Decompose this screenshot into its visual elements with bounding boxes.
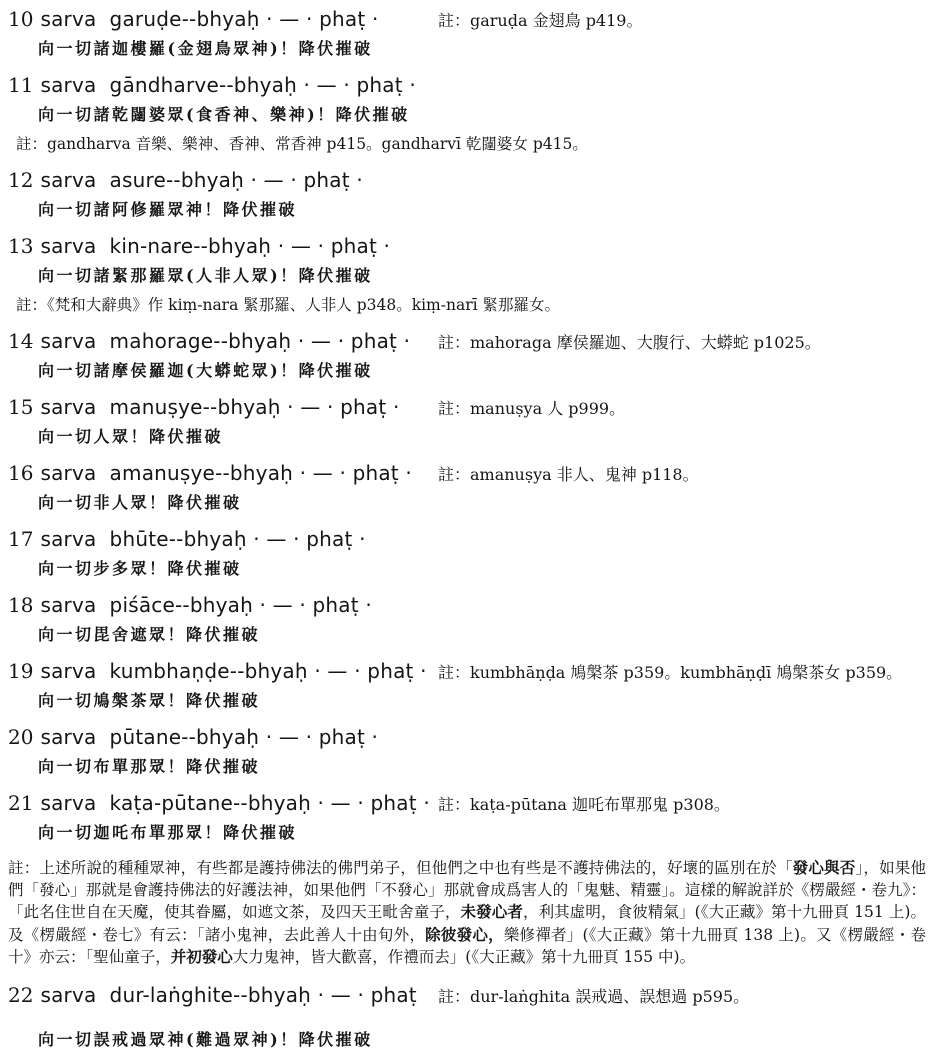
mantra-left	[8, 527, 438, 551]
side-note: 註：kumbhāṇḍa 鳩槃茶 p359。kumbhāṇḍī 鳩槃茶女 p359。	[438, 663, 903, 682]
footnote-segment: 樂修禪者」(《大正藏》第十九冊頁 138 上)。又《楞嚴經・卷十》亦云：「聖仙童子，	[8, 925, 926, 966]
mantra-left	[8, 329, 438, 353]
entry-20	[8, 725, 928, 777]
translation: 向一切毘舍遮眾！降伏摧破	[38, 625, 261, 644]
translation: 向一切諸迦樓羅(金翅鳥眾神)！降伏摧破	[38, 39, 373, 58]
mantra-left	[8, 791, 438, 815]
mantra-text: sarva bhūte--bhyaḥ · — · phaṭ ·	[40, 527, 366, 551]
entry-number: 13	[8, 234, 34, 258]
mantra-text: sarva amanuṣye--bhyaḥ · — · phaṭ ·	[40, 461, 412, 485]
entry-21	[8, 791, 928, 843]
mantra-left	[8, 461, 438, 485]
entries	[8, 7, 928, 1050]
side-note: 註：kaṭa-pūtana 迦吒布單那鬼 p308。	[438, 795, 730, 814]
side-note: 註：amanuṣya 非人、鬼神 p118。	[438, 465, 699, 484]
footnote-segment: 未發心者	[460, 902, 523, 921]
entry-number: 22	[8, 982, 34, 1007]
mantra-text: sarva kin-nare--bhyaḥ · — · phaṭ ·	[40, 234, 391, 258]
note-line: 註：《梵和大辭典》作 kiṃ-nara 緊那羅、人非人 p348。kiṃ-narī 緊那羅女。	[16, 296, 561, 314]
translation: 向一切誤戒過眾神(難過眾神)！降伏摧破	[38, 1029, 373, 1049]
mantra-line	[8, 983, 928, 1007]
note-line: 註：gandharva 音樂、樂神、香神、常香神 p415。gandharvī 乾闥婆女 p415。	[16, 135, 588, 153]
mantra-line	[8, 234, 928, 258]
mantra-text: sarva pūtane--bhyaḥ · — · phaṭ ·	[40, 725, 379, 749]
side-note: 註：dur-laṅghita 誤戒過、誤想過 p595。	[438, 986, 750, 1006]
footnote-segment: 」，如果他們「發心」那就是會護持佛法的好護法神，如果他們「不發心」那就會成爲害人的「鬼魅、精靈」。這樣的解說詳於《楞嚴經・卷九》：「此名住世自在天魔，使其眷屬，如遮文茶，及四天王毗舍童子，	[8, 859, 926, 921]
translation: 向一切諸阿修羅眾神！降伏摧破	[38, 200, 298, 219]
entry-13	[8, 234, 928, 315]
translation: 向一切諸乾闥婆眾(食香神、樂神)！降伏摧破	[38, 105, 410, 124]
footnote-segment: 大力鬼神，皆大歡喜，作禮而去」(《大正藏》第十九冊頁 155 中)。	[232, 948, 696, 966]
mantra-line	[8, 168, 928, 192]
mantra-left	[8, 395, 438, 419]
mantra-text: sarva asure--bhyaḥ · — · phaṭ ·	[40, 168, 363, 192]
translation: 向一切迦吒布單那眾！降伏摧破	[38, 823, 298, 842]
mantra-left	[8, 234, 438, 258]
entry-22	[8, 983, 928, 1050]
mantra-left	[8, 983, 438, 1007]
entry-14	[8, 329, 928, 381]
mantra-left	[8, 725, 438, 749]
side-note: 註：mahoraga 摩侯羅迦、大腹行、大蟒蛇 p1025。	[438, 333, 821, 352]
footnote-segment: 除彼發心，	[425, 924, 504, 944]
mantra-left	[8, 73, 438, 97]
entry-12	[8, 168, 928, 220]
side-note: 註：manuṣya 人 p999。	[438, 399, 626, 418]
mantra-text: sarva mahorage--bhyaḥ · — · phaṭ ·	[40, 329, 411, 353]
mantra-left	[8, 659, 438, 683]
entry-10	[8, 7, 928, 59]
mantra-text: sarva dur-laṅghite--bhyaḥ · — · phaṭ	[40, 982, 417, 1007]
mantra-text: sarva piśāce--bhyaḥ · — · phaṭ ·	[40, 593, 372, 617]
entry-16	[8, 461, 928, 513]
mantra-line	[8, 73, 928, 97]
entry-number: 15	[8, 395, 34, 419]
entry-number: 16	[8, 461, 34, 485]
translation: 向一切非人眾！降伏摧破	[38, 493, 242, 512]
mantra-line	[8, 329, 928, 353]
side-note: 註：garuḍa 金翅鳥 p419。	[438, 11, 643, 30]
mantra-text: sarva kumbhaṇḍe--bhyaḥ · — · phaṭ ·	[40, 659, 427, 683]
entry-number: 12	[8, 168, 34, 192]
footnote-segment: 并初發心	[170, 947, 233, 966]
entry-17	[8, 527, 928, 579]
mantra-line	[8, 725, 928, 749]
mantra-line	[8, 593, 928, 617]
translation: 向一切人眾！降伏摧破	[38, 427, 224, 446]
entry-number: 19	[8, 659, 34, 683]
footnote-paragraph	[8, 857, 926, 969]
translation: 向一切諸緊那羅眾(人非人眾)！降伏摧破	[38, 266, 373, 285]
mantra-text: sarva manuṣye--bhyaḥ · — · phaṭ ·	[40, 395, 400, 419]
entry-number: 10	[8, 7, 34, 31]
mantra-left	[8, 168, 438, 192]
mantra-text: sarva gāndharve--bhyaḥ · — · phaṭ ·	[40, 73, 416, 97]
mantra-line	[8, 7, 928, 31]
entry-11	[8, 73, 928, 154]
entry-number: 14	[8, 329, 34, 353]
mantra-text: sarva kaṭa-pūtane--bhyaḥ · — · phaṭ ·	[40, 791, 430, 815]
entry-number: 18	[8, 593, 34, 617]
mantra-left	[8, 593, 438, 617]
entry-15	[8, 395, 928, 447]
mantra-line	[8, 791, 928, 815]
entry-number: 17	[8, 527, 34, 551]
mantra-line	[8, 461, 928, 485]
footnote-segment: 註：上述所說的種種眾神，有些都是護持佛法的佛門弟子，但他們之中也有些是不護持佛法的，好壞的區別在於「	[8, 859, 793, 877]
translation: 向一切步多眾！降伏摧破	[38, 559, 242, 578]
footnote-segment: 發心與否	[792, 858, 856, 877]
translation: 向一切諸摩侯羅迦(大蟒蛇眾)！降伏摧破	[38, 361, 373, 380]
mantra-line	[8, 527, 928, 551]
entry-number: 20	[8, 725, 34, 749]
mantra-text: sarva garuḍe--bhyaḥ · — · phaṭ ·	[40, 7, 379, 31]
entry-19	[8, 659, 928, 711]
translation: 向一切鳩槃茶眾！降伏摧破	[38, 691, 261, 710]
footnote-segment: ，利其虛明，食彼精氣」(《大正藏》第十九冊頁 151 上)。及《楞嚴經・卷七》有云：「諸小鬼神，去此善人十由旬外，	[8, 903, 926, 944]
entry-number: 11	[8, 73, 34, 97]
translation: 向一切布單那眾！降伏摧破	[38, 757, 261, 776]
mantra-left	[8, 7, 438, 31]
mantra-line	[8, 659, 928, 683]
entry-18	[8, 593, 928, 645]
entry-number: 21	[8, 791, 34, 815]
mantra-line	[8, 395, 928, 419]
